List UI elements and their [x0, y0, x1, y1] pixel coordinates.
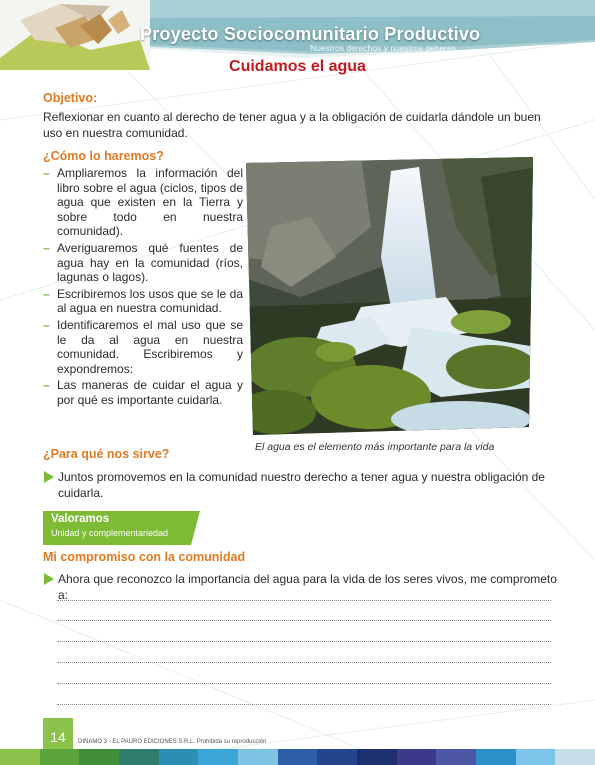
footer-color-stripes [0, 749, 595, 765]
list-item [43, 166, 243, 239]
para-que-heading: ¿Para qué nos sirve? [43, 447, 170, 461]
bullet-dash: – [43, 378, 50, 393]
valoramos-subtitle: Unidad y complementariedad [51, 528, 169, 538]
list-item [43, 287, 243, 316]
list-item-text: Identificaremos el mal uso que se le da al agua en nuestra comunidad. Escribiremos y expondremos: [57, 317, 243, 376]
como-list [43, 166, 243, 410]
objetivo-heading: Objetivo: [43, 91, 98, 105]
list-item-text: Ampliaremos la información del libro sobre el agua (ciclos, tipos de agua que existen en la Tierra y sobre todo en nuestra comunidad). [57, 166, 243, 239]
triangle-bullet-icon [44, 471, 54, 483]
bullet-dash: – [43, 286, 50, 301]
bullet-dash: – [43, 240, 50, 255]
list-item [43, 318, 243, 376]
list-item [43, 241, 243, 285]
list-item-text: Averiguaremos qué fuentes de agua hay en la comunidad (ríos, lagunas o lagos). [57, 240, 243, 285]
bullet-dash: – [43, 317, 50, 332]
como-heading: ¿Cómo lo haremos? [43, 149, 164, 163]
writing-line[interactable] [57, 683, 551, 684]
list-item-text: Las maneras de cuidar el agua y por qué es importante cuidarla. [57, 378, 243, 407]
para-que-text: Juntos promovemos en la comunidad nuestro derecho a tener agua y nuestra obligación de cuidarla. [58, 470, 545, 500]
bullet-dash: – [43, 166, 50, 180]
objetivo-text: Reflexionar en cuanto al derecho de tener agua y a la obligación de cuidarla dándole un buen uso en nuestra comunidad. [43, 110, 541, 140]
page-title: Cuidamos el agua [229, 58, 366, 75]
list-item [43, 378, 243, 407]
writing-line[interactable] [57, 704, 551, 705]
photo-caption: El agua es el elemento más importante para la vida [255, 441, 495, 453]
waterfall-photo [241, 157, 537, 435]
page-number: 14 [50, 729, 66, 745]
valoramos-title: Valoramos [51, 513, 110, 525]
writing-line[interactable] [57, 662, 551, 663]
writing-line[interactable] [57, 620, 551, 621]
writing-line[interactable] [57, 641, 551, 642]
triangle-bullet-icon [44, 573, 54, 585]
writing-line[interactable] [57, 600, 551, 601]
footer-copyright: DINAMO 3 - EL PAURO EDICIONES S.R.L. Prohibida su reproducción [78, 739, 267, 745]
header-subtitle: Nuestros derechos y nuestros deberes [310, 43, 456, 53]
compromiso-prompt: Ahora que reconozco la importancia del agua para la vida de los seres vivos, me comprometo a: [58, 572, 557, 602]
compromiso-heading: Mi compromiso con la comunidad [43, 550, 246, 564]
header-title: Proyecto Sociocomunitario Productivo [140, 24, 481, 44]
list-item-text: Escribiremos los usos que se le da al agua en nuestra comunidad. [57, 286, 243, 316]
